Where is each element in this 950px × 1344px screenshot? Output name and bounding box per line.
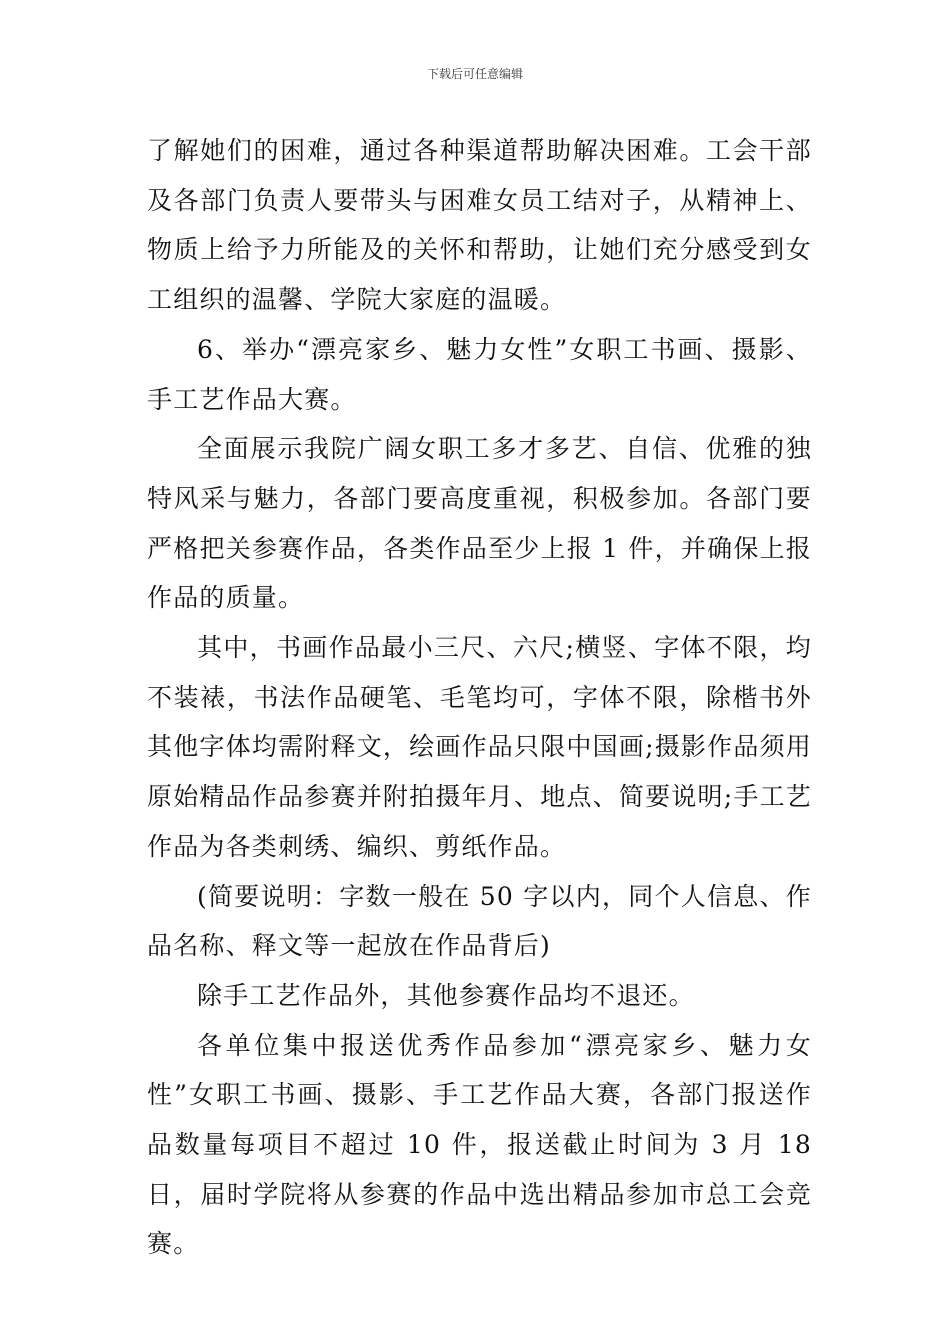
paragraph-note: (简要说明：字数一般在 50 字以内，同个人信息、作品名称、释文等一起放在作品背后) bbox=[147, 881, 812, 961]
paragraph-return-policy: 除手工艺作品外，其他参赛作品均不退还。 bbox=[197, 980, 695, 1010]
paragraph-requirements: 其中，书画作品最小三尺、六尺;横竖、字体不限，均不装裱，书法作品硬笔、毛笔均可，字体不限，除楷书外其他字体均需附释文，绘画作品只限中国画;摄影作品须用原始精品作品参赛并附拍摄年月、地点、简要说明;手工艺作品为各类刺绣、编织、剪纸作品。 bbox=[147, 633, 812, 861]
document-body bbox=[147, 126, 812, 1269]
paragraph-continuation: 了解她们的困难，通过各种渠道帮助解决困难。工会干部及各部门负责人要带头与困难女员工结对子，从精神上、物质上给予力所能及的关怀和帮助，让她们充分感受到女工组织的温馨、学院大家庭的温暖。 bbox=[147, 136, 812, 315]
paragraph-item-6-heading: 6、举办“漂亮家乡、魅力女性”女职工书画、摄影、手工艺作品大赛。 bbox=[147, 334, 812, 414]
paragraph-submission: 各单位集中报送优秀作品参加“漂亮家乡、魅力女性”女职工书画、摄影、手工艺作品大赛，各部门报送作品数量每项目不超过 10 件，报送截止时间为 3 月 18 日，届时学院将从参赛的作品中选出精品参加市总工会竞赛。 bbox=[147, 1030, 812, 1259]
page-header: 下载后可任意编辑 bbox=[426, 67, 523, 81]
paragraph-overview: 全面展示我院广阔女职工多才多艺、自信、优雅的独特风采与魅力，各部门要高度重视，积极参加。各部门要严格把关参赛作品，各类作品至少上报 1 件，并确保上报作品的质量。 bbox=[147, 434, 812, 613]
